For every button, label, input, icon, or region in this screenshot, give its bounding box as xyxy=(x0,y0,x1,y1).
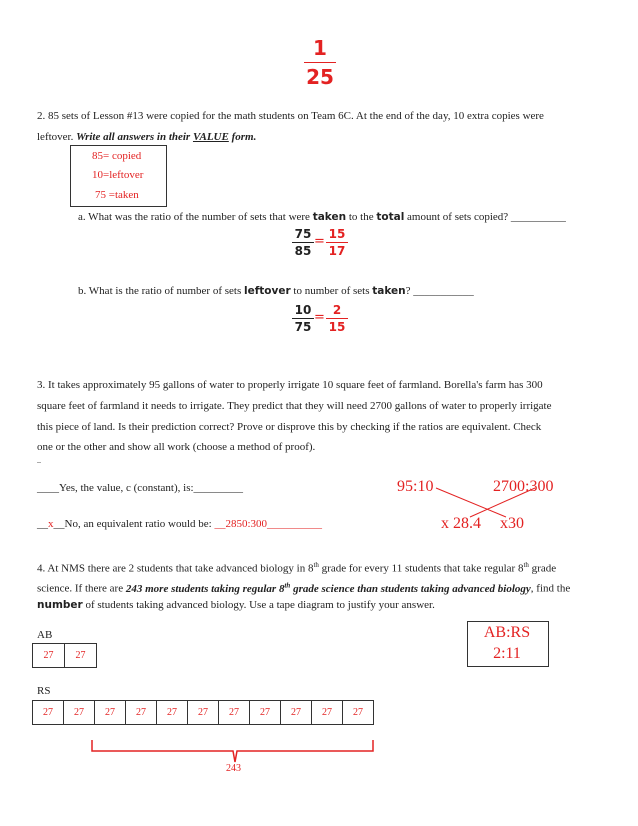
q3-line1: 3. It takes approximately 95 gallons of water to properly irrigate 10 square feet of farmland. Borella's farm has 300 xyxy=(37,379,543,391)
q4-line1 xyxy=(37,558,556,576)
tape-cell: 27 xyxy=(311,700,343,725)
q2b-fraction-right xyxy=(326,303,348,334)
tape-label-ab: AB xyxy=(37,629,53,641)
tape-cell: 27 xyxy=(249,700,281,725)
q2a-text-3: amount of sets copied? __________ xyxy=(404,211,566,223)
q2b-keyword-taken: taken xyxy=(372,285,406,297)
q4-emphasis-2: grade science than students taking advanced biology xyxy=(290,582,531,595)
q3-ratio-right: 2700:300 xyxy=(493,478,554,495)
q2b-question xyxy=(78,284,474,298)
tape-cell: 27 xyxy=(218,700,250,725)
q2-instruction-end: form. xyxy=(228,131,257,143)
ratio-answer-line2: 2:11 xyxy=(493,645,521,662)
q2a-fraction-right xyxy=(326,227,348,258)
q2a-question xyxy=(78,210,566,224)
q2b-keyword-leftover: leftover xyxy=(243,285,291,297)
q4-line1-end: grade xyxy=(528,562,557,575)
q3-line4: one or the other and show all work (choose a method of proof). xyxy=(37,441,316,453)
q2b-right-den: 15 xyxy=(328,320,346,334)
q4-keyword-number: number xyxy=(37,599,83,611)
title-fraction-numerator: 1 xyxy=(313,36,327,60)
q4-line2-end: , find the xyxy=(530,582,571,595)
q2b-text-3: ? ___________ xyxy=(405,285,474,297)
tape-brace-label: 243 xyxy=(226,763,241,774)
q3-no-blank: __ xyxy=(37,518,48,530)
q4-line1-sup: th xyxy=(313,561,319,569)
q2a-left-num: 75 xyxy=(294,227,312,241)
q4-line2 xyxy=(37,578,570,596)
q4-line2-text: science. If there are xyxy=(37,582,126,595)
q2a-right-num: 15 xyxy=(328,227,346,241)
q2b-equals: = xyxy=(314,310,325,325)
q2a-right-den: 17 xyxy=(328,244,346,258)
q2-note-leftover: 10=leftover xyxy=(92,169,144,181)
q3-dots: .. xyxy=(37,456,41,465)
tape-cell: 27 xyxy=(187,700,219,725)
q2a-keyword-total: total xyxy=(376,211,405,223)
q4-emphasis: 243 more students taking regular 8 xyxy=(125,582,285,595)
q2-line2 xyxy=(37,130,256,144)
ratio-answer-line1: AB:RS xyxy=(483,624,531,641)
q2-line2-text: leftover. xyxy=(37,131,77,143)
q2-line1: 2. 85 sets of Lesson #13 were copied for the math students on Team 6C. At the end of the day, 10 extra copies were xyxy=(37,110,544,122)
q4-line1-sup-2: th xyxy=(523,561,529,569)
q2-instruction: Write all answers in their xyxy=(76,131,193,143)
q2a-keyword-taken: taken xyxy=(312,211,347,223)
tape-cell: 27 xyxy=(32,700,64,725)
title-fraction-denominator: 25 xyxy=(306,65,334,89)
q4-line1-text-2: grade for every 11 students that take regular 8 xyxy=(318,562,524,575)
q3-ratio-left: 95:10 xyxy=(397,478,434,495)
q2-note-taken: 75 =taken xyxy=(95,189,139,201)
q3-no-checkmark: x xyxy=(48,518,54,530)
q2a-text-2: to the xyxy=(346,211,377,223)
tape-cell: 27 xyxy=(125,700,157,725)
q2a-fraction-left xyxy=(292,227,314,258)
title-fraction xyxy=(300,36,340,89)
q2b-text-1: b. What is the ratio of number of sets xyxy=(78,285,244,297)
q4-line3 xyxy=(37,598,435,612)
q2b-text-2: to number of sets xyxy=(290,285,373,297)
q3-no-option xyxy=(37,517,322,531)
q3-no-text: __No, an equivalent ratio would be: xyxy=(53,518,215,530)
q2b-left-den: 75 xyxy=(294,320,312,334)
q2b-right-num: 2 xyxy=(332,303,342,317)
q2b-fraction-left xyxy=(292,303,314,334)
q4-emphasis-sup: th xyxy=(284,581,291,589)
q4-line3-text: of students taking advanced biology. Use a tape diagram to justify your answer. xyxy=(82,599,435,611)
tape-cell: 27 xyxy=(32,643,65,668)
tape-cell: 27 xyxy=(342,700,374,725)
tape-cell: 27 xyxy=(280,700,312,725)
tape-label-rs: RS xyxy=(37,685,51,697)
q3-line2: square feet of farmland it needs to irrigate. They predict that they will need 2700 gallons of water to properly irrigate xyxy=(37,400,552,412)
q2a-text-1: a. What was the ratio of the number of sets that were xyxy=(78,211,313,223)
q2-instruction-value: VALUE xyxy=(192,131,229,143)
q2a-left-den: 85 xyxy=(294,244,312,258)
q2a-equals: = xyxy=(314,234,325,249)
q3-yes-option: ____Yes, the value, c (constant), is:_________ xyxy=(37,482,244,494)
q3-no-answer: __2850:300__________ xyxy=(214,518,323,530)
tape-cell: 27 xyxy=(94,700,126,725)
q3-line3: this piece of land. Is their prediction correct? Prove or disprove this by checking if the ratios are equivalent. Check xyxy=(37,421,542,433)
q2b-left-num: 10 xyxy=(294,303,312,317)
tape-cell: 27 xyxy=(64,643,97,668)
q3-multiplier-right: x30 xyxy=(500,515,524,532)
tape-cell: 27 xyxy=(63,700,95,725)
q4-line1-text: 4. At NMS there are 2 students that take advanced biology in 8 xyxy=(37,562,314,575)
q3-multiplier-left: x 28.4 xyxy=(441,515,481,532)
q2-note-copied: 85= copied xyxy=(92,150,142,162)
tape-cell: 27 xyxy=(156,700,188,725)
